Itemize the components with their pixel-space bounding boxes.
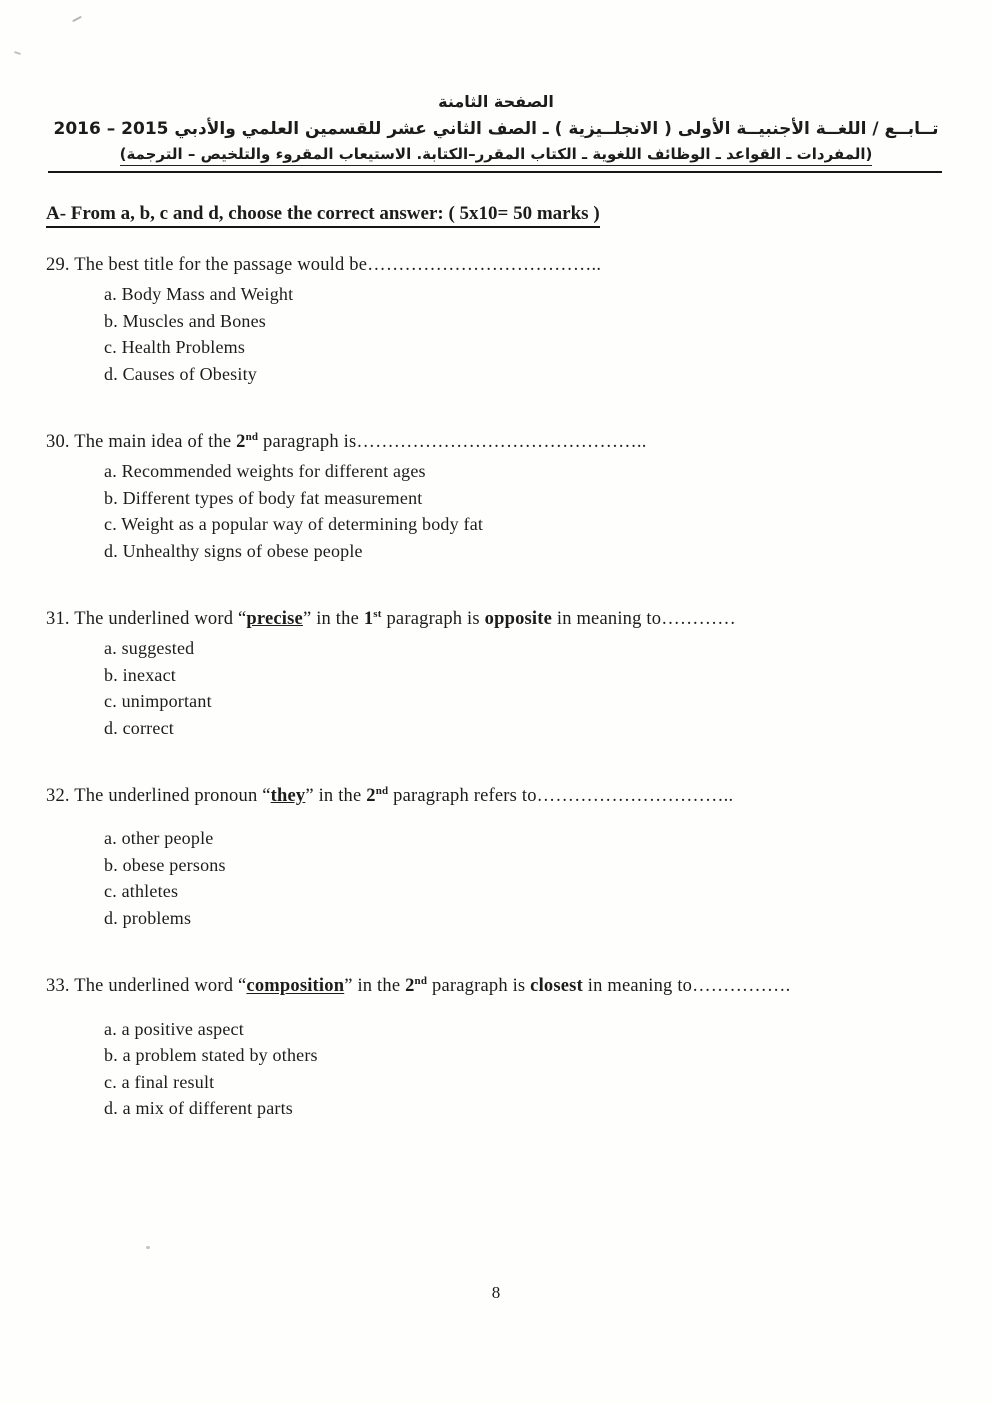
question-29-options (104, 281, 942, 387)
stem-text: 33. The underlined word “ (46, 976, 247, 997)
exam-body (0, 203, 992, 1122)
question-33-option-d: d. a mix of different parts (104, 1098, 294, 1119)
stem-text: ” in the (302, 609, 364, 630)
emphasized-word: closest (530, 976, 583, 997)
emphasized-word: opposite (484, 609, 553, 630)
paragraph-number: 2 (236, 432, 246, 453)
question-31-options (104, 635, 942, 741)
header-skills-text: (المفردات ـ القواعد ـ الوظائف اللغوية ـ الكتاب المقرر–الكتابة. الاستيعاب المقروء والتلخيص – الترجمة) (120, 145, 873, 166)
question-31-option-c: c. unimportant (104, 691, 212, 712)
stem-text: ” in the (305, 786, 367, 807)
ordinal-superscript: nd (245, 431, 259, 443)
exam-header (0, 92, 992, 163)
scan-artifact (146, 1246, 150, 1249)
question-30-option-a: a. Recommended weights for different ages (104, 461, 426, 482)
ordinal-superscript: st (373, 608, 382, 621)
question-33 (46, 975, 942, 1121)
page-number: 8 (491, 1283, 501, 1302)
question-31-option-d: d. correct (104, 717, 174, 738)
ordinal-superscript: nd (414, 975, 428, 988)
header-page-title-arabic: الصفحة الثامنة (438, 92, 554, 111)
question-32-option-c: c. athletes (104, 881, 179, 902)
question-30-options (104, 458, 942, 564)
stem-text: ” in the (344, 976, 406, 997)
stem-text: 30. The main idea of the (46, 432, 237, 453)
stem-text: paragraph is……………………………………….. (258, 432, 647, 453)
header-skills-line-arabic (0, 145, 992, 163)
header-divider (48, 171, 942, 173)
section-heading-text: A- From a, b, c and d, choose the correct answer: ( 5x10= 50 marks ) (46, 203, 600, 228)
scan-artifact (14, 51, 21, 55)
underlined-keyword: they (270, 786, 306, 807)
paragraph-number: 2 (366, 786, 376, 807)
question-29-option-a: a. Body Mass and Weight (104, 284, 294, 304)
question-31-option-a: a. suggested (104, 638, 195, 659)
stem-text: paragraph is (381, 609, 485, 630)
question-32-option-b: b. obese persons (104, 854, 226, 875)
question-32-option-d: d. problems (104, 907, 192, 928)
question-32-stem (46, 785, 942, 807)
question-33-stem (46, 975, 942, 997)
question-33-options (104, 1016, 942, 1122)
header-subject-line-arabic: تــابــع / اللغــة الأجنبيــة الأولى ( الانجلــيزية ) ـ الصف الثاني عشر للقسمين العلمي والأدبي 2015 – 2016 (53, 119, 939, 139)
question-30-option-b: b. Different types of body fat measurement (104, 487, 423, 508)
question-30 (46, 431, 942, 564)
stem-text: 32. The underlined pronoun “ (46, 786, 271, 807)
question-29-option-c: c. Health Problems (104, 337, 246, 357)
stem-text: paragraph refers to………………………….. (388, 786, 734, 807)
stem-text: in meaning to……………. (582, 976, 791, 997)
question-29-option-b: b. Muscles and Bones (104, 310, 266, 331)
question-29-stem: 29. The best title for the passage would be……………………………….. (46, 255, 602, 275)
question-31-stem (46, 608, 942, 630)
question-31 (46, 608, 942, 741)
underlined-keyword: precise (246, 609, 303, 630)
underlined-keyword: composition (246, 976, 345, 997)
question-30-stem (46, 431, 942, 453)
question-33-option-a: a. a positive aspect (104, 1018, 244, 1039)
paragraph-number: 2 (405, 976, 415, 997)
question-32 (46, 785, 942, 931)
ordinal-superscript: nd (375, 785, 389, 798)
stem-text: 31. The underlined word “ (46, 609, 247, 630)
stem-text: paragraph is (427, 976, 531, 997)
question-29-option-d: d. Causes of Obesity (104, 363, 257, 384)
question-30-option-d: d. Unhealthy signs of obese people (104, 540, 363, 561)
question-29 (46, 255, 942, 387)
question-33-option-c: c. a final result (104, 1071, 215, 1092)
question-32-options (104, 825, 942, 931)
stem-text: in meaning to………… (552, 609, 736, 630)
question-33-option-b: b. a problem stated by others (104, 1045, 318, 1066)
paragraph-number: 1 (363, 609, 374, 630)
question-32-option-a: a. other people (104, 828, 214, 849)
scan-artifact (72, 16, 82, 22)
question-30-option-c: c. Weight as a popular way of determining body fat (104, 514, 484, 535)
question-31-option-b: b. inexact (104, 664, 176, 685)
section-heading (46, 203, 942, 225)
